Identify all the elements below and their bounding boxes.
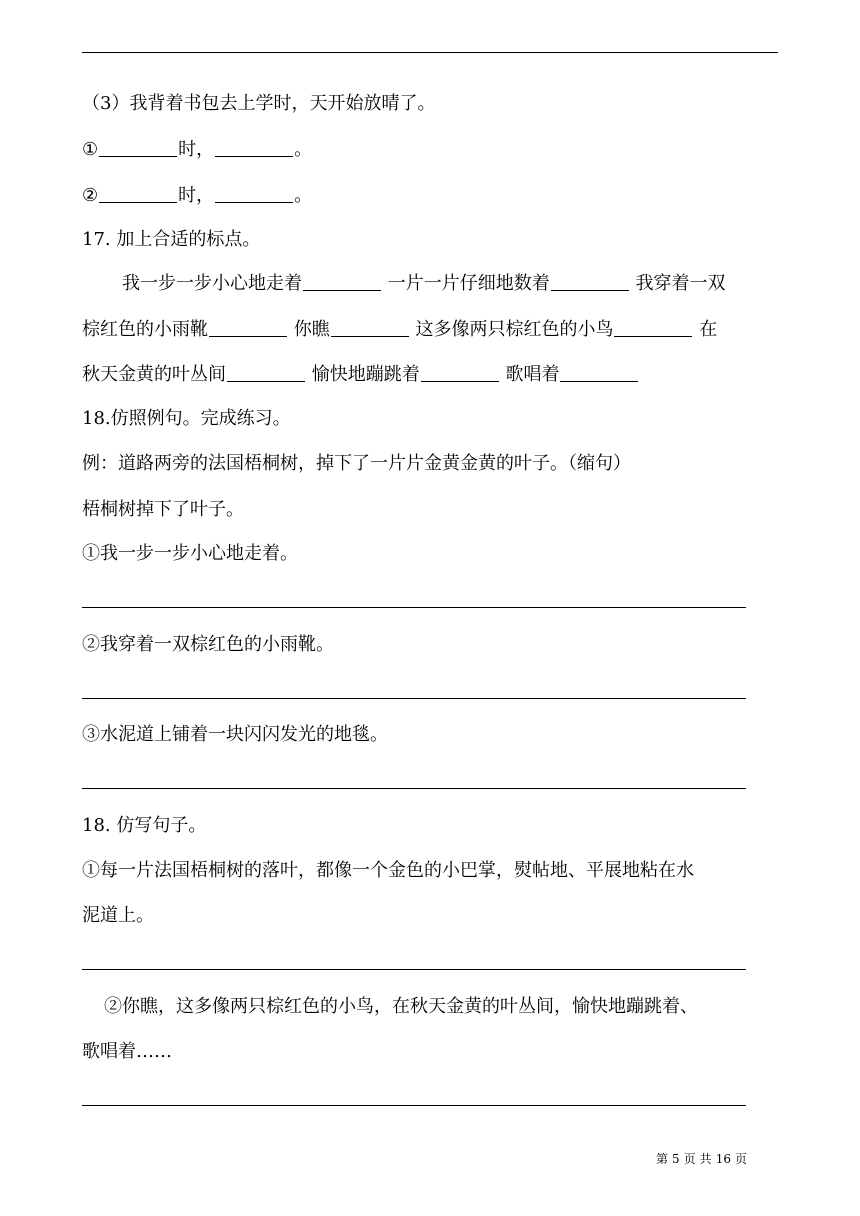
blank-field[interactable] [99, 186, 177, 203]
q18a-item2: ②我穿着一双棕红色的小雨靴。 [82, 634, 334, 655]
answer-line[interactable] [82, 1105, 746, 1106]
q18a-example: 例：道路两旁的法国梧桐树，掉下了一片片金黄金黄的叶子。（缩句） [82, 453, 631, 474]
blank-field[interactable] [215, 186, 293, 203]
answer-line[interactable] [82, 698, 746, 699]
blank-field[interactable] [99, 140, 177, 157]
q17-passage-line2: 棕红色的小雨靴 你瞧 这多像两只棕红色的小鸟 在 [82, 319, 718, 340]
blank-field[interactable] [614, 320, 692, 337]
page-footer: 第 5 页 共 16 页 [656, 1152, 747, 1166]
q16-sub1: ① 时， 。 [82, 139, 313, 160]
q18a-title: 18.仿照例句。完成练习。 [82, 408, 291, 429]
blank-field[interactable] [421, 365, 499, 382]
q17-title: 17. 加上合适的标点。 [82, 229, 261, 250]
q16-sub2: ② 时， 。 [82, 185, 313, 206]
blank-field[interactable] [560, 365, 638, 382]
q18a-item1: ①我一步一步小心地走着。 [82, 543, 298, 564]
q18b-title: 18. 仿写句子。 [82, 815, 207, 836]
q16-part3-prompt: （3）我背着书包去上学时，天开始放晴了。 [82, 93, 436, 114]
circled-2: ② [82, 185, 99, 206]
q18a-item3: ③水泥道上铺着一块闪闪发光的地毯。 [82, 724, 388, 745]
q17-passage-line1: 我一步一步小心地走着 一片一片仔细地数着 我穿着一双 [122, 273, 726, 294]
answer-line[interactable] [82, 969, 746, 970]
answer-line[interactable] [82, 607, 746, 608]
q18a-example-answer: 梧桐树掉下了叶子。 [82, 499, 244, 520]
page-number: 5 [672, 1152, 680, 1166]
circled-1: ① [82, 139, 99, 160]
blank-field[interactable] [227, 365, 305, 382]
q17-passage-line3: 秋天金黄的叶丛间 愉快地蹦跳着 歌唱着 [82, 364, 639, 386]
blank-field[interactable] [209, 320, 287, 337]
q18b-item2-line2: 歌唱着…… [82, 1041, 172, 1062]
q18b-item2-line1: ②你瞧，这多像两只棕红色的小鸟，在秋天金黄的叶丛间，愉快地蹦跳着、 [104, 996, 698, 1017]
blank-field[interactable] [303, 274, 381, 291]
answer-line[interactable] [82, 788, 746, 789]
q18b-item1-line1: ①每一片法国梧桐树的落叶，都像一个金色的小巴掌，熨帖地、平展地粘在水 [82, 860, 694, 881]
total-pages: 16 [715, 1152, 731, 1166]
q18b-item1-line2: 泥道上。 [82, 905, 154, 926]
blank-field[interactable] [331, 320, 409, 337]
header-rule [82, 52, 778, 53]
blank-field[interactable] [551, 274, 629, 291]
blank-field[interactable] [215, 140, 293, 157]
